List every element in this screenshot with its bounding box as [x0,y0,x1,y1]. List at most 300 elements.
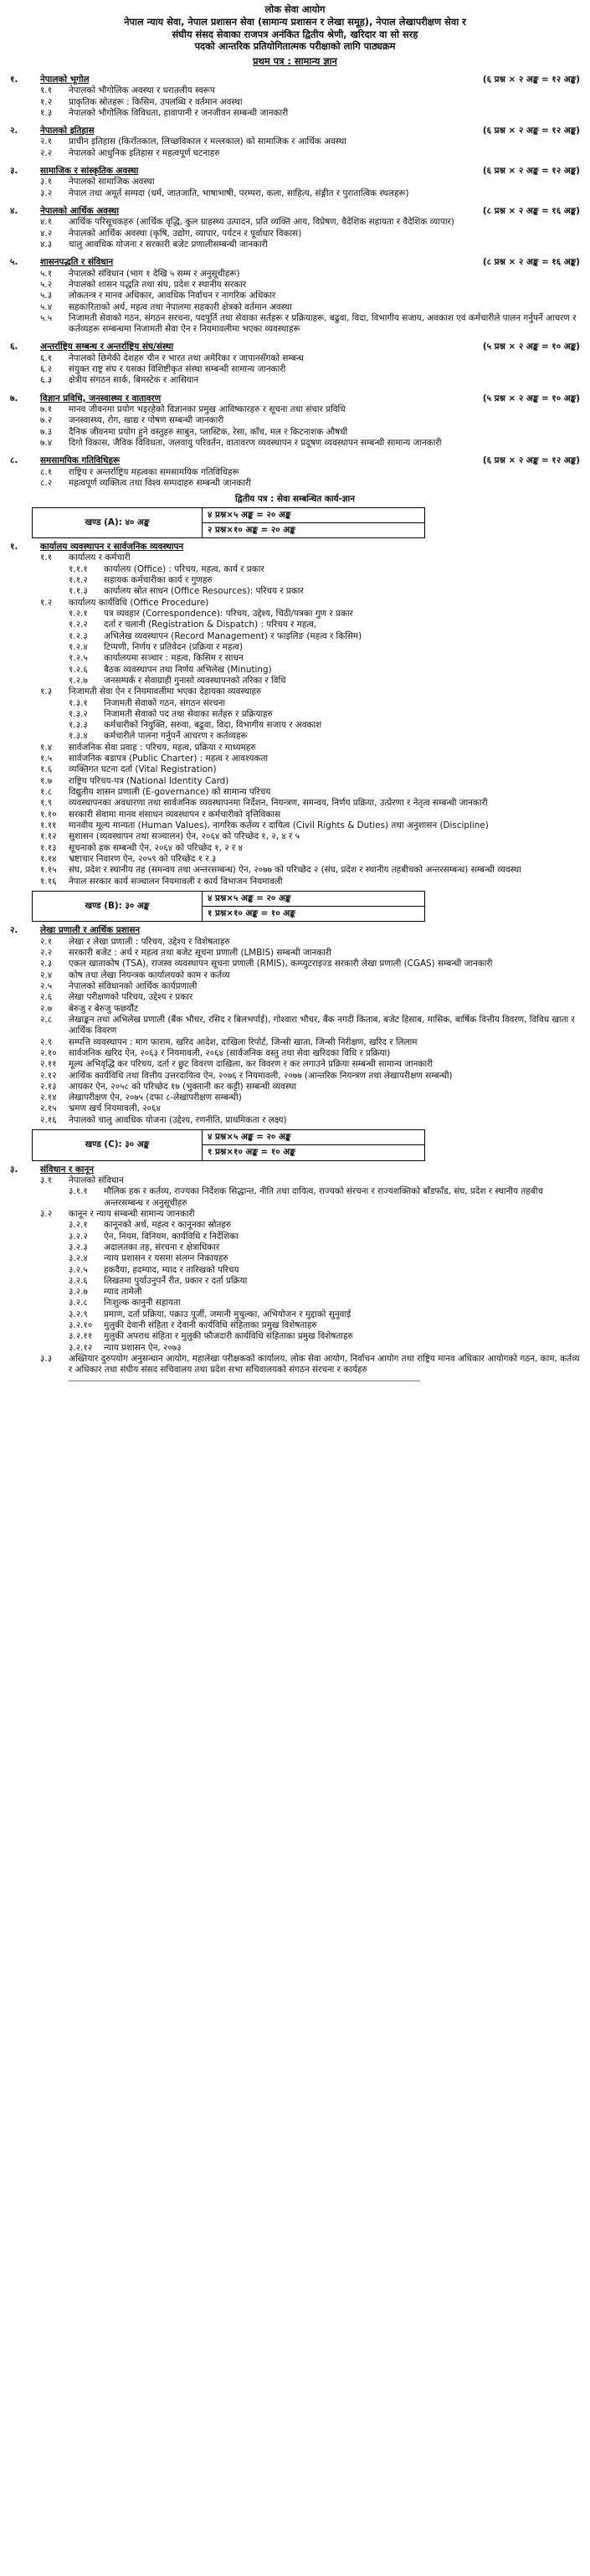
item-text: प्रमाण, दर्ता प्रक्रिया, पक्राउ पूर्जी, जमानी मुचुल्का, अभियोजन र मुद्दाको सुनुवाई [104,1309,351,1319]
item-text: एकल खाताकोष (TSA), राजस्व व्यवस्थापन सूचना प्रणाली (RMIS), कम्प्युटराइज्ड सरकारी लेखा प्रणाली (CGAS) सम्बन्धी जानकारी [69,959,493,969]
section-number: ७. [10,393,18,404]
part-title: कार्यालय व्यवस्थापन र सार्वजनिक व्यवस्थापन [40,542,184,553]
item-text: आर्थिक परिसूचकहरु (आर्थिक वृद्धि, कुल ग्राहस्थ्य उत्पादन, प्रति व्यक्ति आय, विप्रेषण, वैदेशिक सहायता र वैदेशिक व्यापार) [69,217,454,228]
list-item [10,1071,580,1082]
list-item [10,959,580,969]
item-number: १.१४ [40,853,57,864]
section-marks: (५ प्रश्न × २ अङ्क = १० अङ्क) [482,342,580,352]
list-item [10,720,580,731]
item-number: १.१ [40,85,53,96]
list-item [10,620,580,630]
item-text: अदालतका तह, संरचना र क्षेत्राधिकार [104,1242,220,1252]
item-number: ३.१.१ [69,1186,88,1197]
item-number: १.२.६ [69,664,88,675]
item-text: लेखा परीक्षणको परिचय, उद्देश्य र प्रकार [69,992,193,1003]
item-number: २.११ [40,1059,57,1070]
part-heading [10,1165,580,1175]
item-number: २.४ [40,969,53,980]
item-text: महत्वपूर्ण व्यक्तित्व तथा विश्व सम्पदाहरु सम्बन्धी जानकारी [69,477,251,488]
list-item [10,313,580,336]
list-item [10,229,580,239]
list-item [10,653,580,664]
item-number: २.१५ [40,1103,57,1114]
item-number: ३.२.१ [69,1220,88,1231]
list-item [10,1309,580,1320]
item-text: कर्मचारीको नियुक्ति, सरुवा, बढुवा, विदा, विभागीय सजाय र अवकाश [104,720,322,731]
list-item [10,1220,580,1231]
item-number: ६.३ [40,375,53,386]
list-item [10,564,580,575]
item-text: नेपालको चालु आवधिक योजना (उद्देश्य, रणनीति, प्राथमिकता र लक्ष्य) [69,1114,287,1125]
item-number: २.५ [40,981,53,992]
marks-table [32,1129,425,1161]
item-number: १.३ [40,107,53,118]
item-number: १.२.४ [69,641,88,652]
section-title [10,257,113,268]
item-text: कोष तथा लेखा नियन्त्रक कार्यालयको काम र कर्तव्य [69,969,230,980]
section-heading [10,75,580,85]
item-number: १.२.३ [69,630,88,641]
item-text: ऐन, नियम, विनियम, कार्यविधि र निर्देशिका [104,1231,239,1242]
list-item [10,764,580,775]
item-text: मानवीय मूल्य मान्यता (Human Values), नागरिक कर्तव्य र दायित्व (Civil Rights & Duties) तथा अनुशासन (Discipline) [69,820,489,830]
item-text: बैठक व्यवस्थापन तथा निर्णय अभिलेख (Minuting) [104,664,272,675]
item-text: प्राकृतिक स्रोतहरू : किसिम, उपलब्धि र वर्तमान अवस्था [69,96,243,107]
item-number: ३.२.६ [69,1275,88,1286]
list-item [10,631,580,642]
section-b-marks [10,891,580,923]
list-item [10,467,580,478]
item-text: नेपाल तथा अमूर्त सम्पदा (धर्म, जातजाति, भाषाभाषी, परम्परा, कला, साहित्य, संङ्गीत र पुरातात्विक स्थलहरू) [69,188,409,198]
list-item [10,97,580,108]
item-number: ७.१ [40,404,53,415]
item-text: लेखापरीक्षण ऐन, २०७५ (दफा ८-लेखापरीक्षण सम्बन्धी) [69,1093,242,1103]
list-item [10,642,580,653]
item-text: सार्वजनिक खरिद ऐन, २०६३ र नियमावली, २०६४ (सार्वजनिक वस्तु तथा सेवा खरिदका विधि र प्रक्रिया) [69,1047,391,1058]
item-number: १.२.५ [69,653,88,664]
list-item [10,291,580,301]
list-item [10,375,580,386]
item-number: ३.२.२ [69,1231,88,1242]
list-item [10,598,580,609]
item-text: व्यक्तिगत घटना दर्ता (Vital Registration) [69,764,217,775]
section-number: ६. [10,342,18,352]
item-text: मानव जीवनमा प्रयोग भइरहेको विज्ञानका प्रमुख आविष्कारहरु र सूचना तथा संचार प्रविधि [69,404,346,415]
header-line: संघीय संसद सेवाका राजपत्र अनंकित द्वितीय श्रेणी, खरिदार वा सो सरह [172,28,418,40]
list-item [10,269,580,280]
section-title [10,342,173,352]
paper-title: प्रथम पत्र : सामान्य ज्ञान [253,55,337,68]
list-item [10,586,580,597]
item-number: ५.१ [40,268,53,279]
item-number: ५.५ [40,312,53,323]
list-item [10,1103,580,1114]
section-title [10,166,138,177]
item-number: २.१६ [40,1114,57,1125]
section-heading [10,206,580,217]
document-header [10,3,580,53]
section-title-text: नेपालको आर्थिक अवस्था [40,206,120,217]
item-text: प्राचीन इतिहास (किराँतकाल, लिच्छविकाल र मल्लकाल) को सामाजिक र आर्थिक अवस्था [69,136,346,147]
item-number: १.१५ [40,865,57,876]
section-number: १. [10,74,18,85]
list-item [10,1037,580,1048]
item-text: सार्वजनिक बडापत्र (Public Charter) : महत्व र आवश्यकता [69,753,269,764]
list-item [10,970,580,981]
section-heading [10,342,580,352]
item-number: २.१ [40,936,53,947]
item-number: २.८ [40,1014,53,1025]
item-text: मुलुकी अपराध संहिता र मुलुकी फौजदारी कार्यविधि संहिताका प्रमुख विशेषताहरु [104,1331,353,1342]
list-item [10,776,580,787]
list-item [10,798,580,809]
item-number: २.६ [40,992,53,1003]
marks-table [32,507,425,539]
item-text: लोकतन्त्र र मानव अधिकार, आवधिक निर्वाचन र नागरिक अधिकार [69,291,276,301]
item-number: ६.२ [40,364,53,375]
item-text: अख्तियार दुरुपयोग अनुसन्धान आयोग, महालेखा परीक्षकको कार्यालय, लोक सेवा आयोग, निर्वाचन आयोग तथा राष्ट्रिय मानव अधिकार आयोगको गठन, काम, कर्तव्य र अधिकार तथा संघीय संसद सचिवालय तथा प्रदेश सभा सचिवालयको संगठन संरचना र कार्यहरु [69,1354,580,1375]
list-item [10,136,580,147]
part-heading [10,542,580,553]
section-marks: (६ प्रश्न × २ अङ्क = १२ अङ्क) [482,74,580,85]
section-marks: (५ प्रश्न × २ अङ्क = १० अङ्क) [482,393,580,404]
item-text: कानूनको अर्थ, महत्व र कानूनका स्रोतहरु [104,1220,232,1231]
item-text: नेपालको संविधान (भाग १ देखि ५ सम्म र अनुसूचीहरू) [69,268,240,279]
item-text: क्षेत्रीय संगठन सार्क, बिमस्टेक र आसियान [69,375,199,386]
item-number: २.९ [40,1036,53,1047]
item-number: ३.२.९ [69,1309,88,1319]
section-a-marks [10,507,580,539]
list-item [10,937,580,948]
header-line: नेपाल न्याय सेवा, नेपाल प्रशासन सेवा (सामान्य प्रशासन र लेखा समूह), नेपाल लेखापरीक्षण सेवा र [124,15,466,28]
item-text: न्याय प्रशासन ऐन, २०७३ [104,1342,182,1353]
section-number: २. [10,126,18,136]
list-item [10,609,580,620]
section-number: ५. [10,257,18,268]
item-text: कार्यालयमा सञ्चार : महत्व, किसिम र साधन [104,653,244,664]
item-number: ३.२.४ [69,1253,88,1264]
list-item [10,820,580,831]
item-text: नेपालको संविधानको आर्थिक कार्यप्रणाली [69,981,198,992]
list-item [10,1287,580,1298]
list-item [10,686,580,697]
list-item [10,353,580,364]
marks-line: २ प्रश्न×१० अङ्क = २० अङ्क [203,522,425,537]
section-title [10,455,120,466]
item-text: सरकारी सेवामा मानव संसाधन व्यवस्थापन र कर्मचारीको वृत्तिविकास [69,809,281,820]
item-number: १.२ [40,96,53,107]
item-text: नेपालको संविधान [69,1175,124,1186]
marks-line: १ प्रश्न×१० अङ्क = १० अङ्क [203,1145,425,1160]
list-item [10,553,580,563]
list-item [10,404,580,415]
item-number: ३.२.५ [69,1264,88,1275]
section-title-text: विज्ञान प्रविधि, जनस्वास्थ्य र वातावरण [40,393,162,404]
section-number: ४. [10,206,18,217]
item-text: आर्थिक कार्यविधि तथा वित्तीय उत्तरदायित्व ऐन, २०७६ र नियमावली, २०७७ (आन्तरिक नियन्त्रण तथा लेखापरीक्षण सम्बन्धी) [69,1070,453,1081]
item-number: २.१ [40,136,53,147]
item-number: १.२ [40,597,53,608]
item-number: ५.४ [40,301,53,312]
item-number: २.१२ [40,1070,57,1081]
list-item [10,148,580,159]
list-item [10,743,580,753]
item-text: निजामती सेवाको गठन, संगठन सरचना, पदपूर्ति तथा सेवाका सर्तहरू र प्रक्रियाहरू, बढुवा, विदा, विभागीय सजाय, अवकाश एवं कर्मचारीले पालन गर्नुपर्ने आचरण र कर्तव्यहरू सम्बन्धमा निजामती सेवा ऐन र नियमावलीमा भएका व्यवस्थाहरू [69,312,577,335]
item-number: १.११ [40,820,57,830]
item-number: २.२ [40,948,53,959]
item-text: नेपालको सामाजिक अवस्था [69,177,155,188]
item-text: कार्यालय (Office) : परिचय, महत्व, कार्य र प्रकार [104,563,264,574]
item-text: नेपालको आधुनिक इतिहास र महत्वपूर्ण घटनाहरु [69,147,220,158]
item-number: ३.१ [40,1175,53,1186]
item-text: कर्मचारीले पालना गर्नुपर्ने आचरण र कर्तव्यहरू [104,731,248,742]
item-number: १.३.३ [69,720,88,731]
list-item [10,1354,580,1376]
section-title [10,126,95,136]
section-title [10,206,119,217]
item-number: १.३.१ [69,697,88,708]
item-text: कानून र न्याय सम्बन्धी सामान्य जानकारी [69,1208,195,1219]
section-heading [10,166,580,177]
list-item [10,709,580,720]
list-item [10,843,580,854]
section-title [10,75,90,85]
list-item [10,85,580,96]
section-title-text: समसामयिक गतिविधिहरू [40,455,121,466]
list-item [10,575,580,586]
item-text: म्याद तामेली [104,1287,142,1298]
list-item [10,1004,580,1015]
list-item [10,1048,580,1059]
list-item [10,188,580,199]
list-item [10,948,580,959]
section-title-text: नेपालको भूगोल [40,74,90,85]
item-number: १.३.२ [69,708,88,719]
item-number: २.२ [40,147,53,158]
item-text: दिगो विकास, जैविक विविधता, जलवायु परिवर्तन, वातावरण व्यवस्थापन र प्रदूषण व्यवस्थापन सम्बन्धी सामान्य जानकारी [69,437,442,448]
part-title: संविधान र कानून [40,1164,95,1175]
part-number: ३. [10,1164,18,1175]
section-marks: (८ प्रश्न × २ अङ्क = १६ अङ्क) [482,257,580,268]
list-item [10,1015,580,1037]
item-number: १.९ [40,798,53,809]
list-item [10,478,580,489]
item-text: संघ, प्रदेश र स्थानीय तह (समन्वय तथा अन्तरसम्बन्ध) ऐन, २०७७ को परिच्छेद २ (संघ, प्रदेश र स्थानीय तहबीचको अन्तरसम्बन्ध) सम्बन्धी व्यवस्था [69,865,521,876]
item-number: १.१ [40,553,53,563]
marks-table [32,891,425,923]
item-number: ५.२ [40,279,53,290]
item-number: ८.१ [40,466,53,477]
item-number: २.१० [40,1047,57,1058]
paper1-content [10,75,580,489]
section-title-text: शासनपद्धति र संविधान [40,257,114,268]
item-number: ३.२.१२ [69,1342,93,1353]
list-item [10,1175,580,1186]
item-number: १.६ [40,764,53,775]
list-item [10,427,580,438]
list-item [10,177,580,188]
item-number: १.१.३ [69,586,88,597]
section-title-text: नेपालको इतिहास [40,126,95,136]
section-heading [10,126,580,136]
item-text: निजामती सेवाको गठन, संगठन संरचना [104,697,226,708]
item-text: कार्यालय स्रोत साधन (Office Resources): परिचय र प्रकार [104,586,304,597]
item-number: १.२.१ [69,609,88,620]
item-text: सम्पत्ति व्यवस्थापन : माग फाराम, खरिद आदेश, दाखिला रिपोर्ट, जिन्सी खाता, जिन्सी निरीक्षण, खरिद र लिलाम [69,1036,418,1047]
item-number: ३.३ [40,1354,53,1365]
item-text: कार्यालय र कर्मचारी [69,553,131,563]
list-item [10,731,580,742]
part-a-content [10,542,580,887]
item-text: जनस्वास्थ्य, रोग, खाद्य र पोषण सम्बन्धी जानकारी [69,415,224,426]
list-item [10,364,580,375]
item-number: १.१३ [40,842,57,853]
list-item [10,217,580,228]
item-number: १.१२ [40,831,57,842]
item-text: चालु आवधिक योजना र सरकारी बजेट प्रणालीसम्बन्धी जानकारी [69,239,268,249]
list-item [10,1115,580,1126]
header-line: लोक सेवा आयोग [264,3,326,15]
part-b-content [10,925,580,1126]
item-number: १.१.१ [69,563,88,574]
header-line: पदको आन्तरिक प्रतियोगितात्मक परीक्षाको लागि पाठ्यक्रम [194,40,396,53]
list-item [10,1320,580,1331]
list-item [10,676,580,686]
list-item [10,1343,580,1354]
item-number: ३.२.७ [69,1287,88,1298]
item-text: सूचनाको हक सम्बन्धी ऐन, २०६४ को परिच्छेद १, २ र ४ [69,842,243,853]
item-number: २.३ [40,959,53,969]
item-number: २.१३ [40,1081,57,1092]
list-item [10,1059,580,1070]
item-number: ४.२ [40,228,53,239]
item-number: १.२.७ [69,675,88,686]
list-item [10,438,580,449]
item-number: ७.४ [40,437,53,448]
item-number: १.१० [40,809,57,820]
item-text: सरकारी बजेट : अर्थ र महत्व तथा बजेट सूचना प्रणाली (LMBIS) सम्बन्धी जानकारी [69,948,331,959]
item-number: ३.२.३ [69,1242,88,1252]
part-number: १. [10,542,18,553]
section-number: ३. [10,166,18,177]
item-number: ४.३ [40,239,53,249]
item-number: १.८ [40,787,53,798]
list-item [10,787,580,798]
section-marks: (८ प्रश्न × २ अङ्क = १६ अङ्क) [482,206,580,217]
list-item [10,1209,580,1220]
item-text: भ्रष्टाचार निवारण ऐन, २०५९ को परिच्छेद १ र ३ [69,853,217,864]
paper2-title: द्वितीय पत्र : सेवा सम्बन्धित कार्य-ज्ञान [234,494,356,505]
section-heading [10,257,580,268]
item-number: ६.१ [40,352,53,363]
item-text: भ्रमण खर्च नियमावली, २०६४ [69,1103,161,1114]
item-text: टिप्पणी, निर्णय र प्रतिवेदन (प्रक्रिया र महत्व) [104,641,244,652]
list-item [10,877,580,887]
list-item [10,665,580,676]
item-number: २.७ [40,1003,53,1014]
item-text: नेपालको छिमेकी देशहरु चीन र भारत तथा अमेरिका र जापानसँगको सम्बन्ध [69,352,304,363]
item-number: १.७ [40,775,53,786]
item-number: १.१.२ [69,575,88,586]
item-number: ३.२.८ [69,1298,88,1309]
item-number: १.३.४ [69,731,88,742]
item-text: राष्ट्रिय र अन्तर्राष्ट्रिय महत्वका समसामयिक गतिविधिहरू [69,466,239,477]
section-label: खण्ड (A): ४० अङ्क [33,507,203,538]
item-text: सुशासन (व्यवस्थापन तथा सञ्चालन) ऐन, २०६४ को परिच्छेद १, २, ४ र ५ [69,831,300,842]
list-item [10,1331,580,1342]
item-text: पत्र व्यवहार (Correspondence): परिचय, उद्देश्य, चिठी/पत्रका गुण र प्रकार [104,609,353,620]
marks-line: ४ प्रश्न×५ अङ्क = २० अङ्क [203,1130,425,1145]
part-number: २. [10,925,18,936]
item-text: निःशुल्क कानुनी सहायता [104,1298,181,1309]
list-item [10,1186,580,1209]
item-number: ७.३ [40,426,53,437]
section-title-text: अन्तर्राष्ट्रिय सम्बन्ध र अन्तर्राष्ट्रिय संघ/संस्था [40,342,174,352]
list-item [10,1276,580,1287]
item-text: संयुक्त राष्ट्र संघ र यसका विशिष्टीकृत संस्था सम्बन्धी सामान्य जानकारी [69,364,286,375]
item-text: राष्ट्रिय परिचय-पत्र (National Identity Card) [69,775,229,786]
list-item [10,280,580,291]
list-item [10,1265,580,1276]
item-text: सहकारिताको अर्थ, महत्व तथा नेपालमा सहकारी क्षेत्रको वर्तमान अवस्था [69,301,292,312]
item-number: १.१६ [40,876,57,887]
section-label: खण्ड (B): ३० अङ्क [33,891,203,922]
item-text: लिखतमा पुर्याउनुपर्ने रीत, प्रकार र दर्ता प्रक्रिया [104,1275,248,1286]
list-item [10,108,580,119]
item-text: मौलिक हक र कर्तव्य, राज्यका निर्देशक सिद्धान्त, नीति तथा दायित्व, राज्यको संरचना र राज्यशक्तिको बाँडफाँड, संघ, प्रदेश र स्थानीय तहबीच अन्तरसम्बन्ध र अनुसूचीहरु [104,1186,543,1208]
list-item [10,992,580,1003]
list-item [10,753,580,764]
item-text: लेखाङ्कन तथा अभिलेख प्रणाली (बैंक भौचर, रसिद र बिलभर्पाई), गोश्वारा भौचर, बैंक नगदी किताब, बजेट हिसाब, मासिक, बार्षिक वित्तीय विवरण, विविध खाता र आर्थिक विवरण [69,1014,575,1036]
item-text: निजामती सेवा ऐन र नियमावलीमा भएका देहायका व्यवस्थाहरु [69,686,262,697]
list-item [10,239,580,250]
item-text: सहायक कर्मचारीका कार्य र गुणहरु [104,575,213,586]
part-title: लेखा प्रणाली र आर्थिक प्रशासन [40,925,141,936]
item-text: दैनिक जीवनमा प्रयोग हुने वस्तुहरु साबुन, प्लास्टिक, रेसा, काँच, मल र किटनाशक औषधी [69,426,348,437]
item-text: जनसम्पर्क र सेवाग्राही गुनासो व्यवस्थापनको तरिका र विधि [104,675,286,686]
item-number: २.१४ [40,1093,57,1103]
item-text: नेपालको शासन पद्धति तथा संघ, प्रदेश र स्थानीय सरकार [69,279,247,290]
item-number: ७.२ [40,415,53,426]
section-marks: (६ प्रश्न × २ अङ्क = १२ अङ्क) [482,455,580,466]
list-item [10,1298,580,1309]
part-heading [10,925,580,936]
marks-line: १ प्रश्न×१० अङ्क = १० अङ्क [203,907,425,922]
part-c-content [10,1165,580,1376]
list-item [10,1253,580,1264]
item-text: विद्युतीय शासन प्रणाली (E-governance) को सामान्य परिचय [69,787,271,798]
list-item [10,302,580,313]
item-text: मूल्य अभिवृद्धि कर परिचय, दर्ता र छुट विवरण दाखिला, कर विवरण र कर लगाउने प्रक्रिया सम्बन्धी सामान्य जानकारी [69,1059,434,1070]
item-number: १.५ [40,753,53,764]
item-text: व्यवस्थापनका अवधारणा तथा सार्वजनिक व्यवस्थापनमा निर्देशन, नियन्त्रण, समन्वय, निर्णय प्रक्रिया, उत्प्रेरणा र नेतृत्व सम्बन्धी जानकारी [69,798,488,809]
item-number: ३.२ [40,188,53,198]
item-number: ३.२.१० [69,1320,93,1331]
list-item [10,1242,580,1253]
item-number: १.३ [40,686,53,697]
list-item [10,1231,580,1242]
section-number: ८. [10,455,18,466]
list-item [10,810,580,820]
item-text: न्याय प्रशासन र यसमा संलग्न निकायहरु [104,1253,228,1264]
item-text: अभिलेख व्यवस्थापन (Record Management) र फाइलिङ (महत्व र किसिम) [104,630,362,641]
section-heading [10,393,580,404]
item-text: नेपाल सरकार कार्य सञ्चालन नियमावली र कार्य विभाजन नियमावली [69,876,283,887]
section-title [10,393,161,404]
item-text: दर्ता र चलानी (Registration & Dispatch) : परिचय र महत्व, [104,620,317,630]
item-text: बेरुजु र बेरुजु फछर्यौट [69,1003,139,1014]
item-number: १.४ [40,742,53,753]
